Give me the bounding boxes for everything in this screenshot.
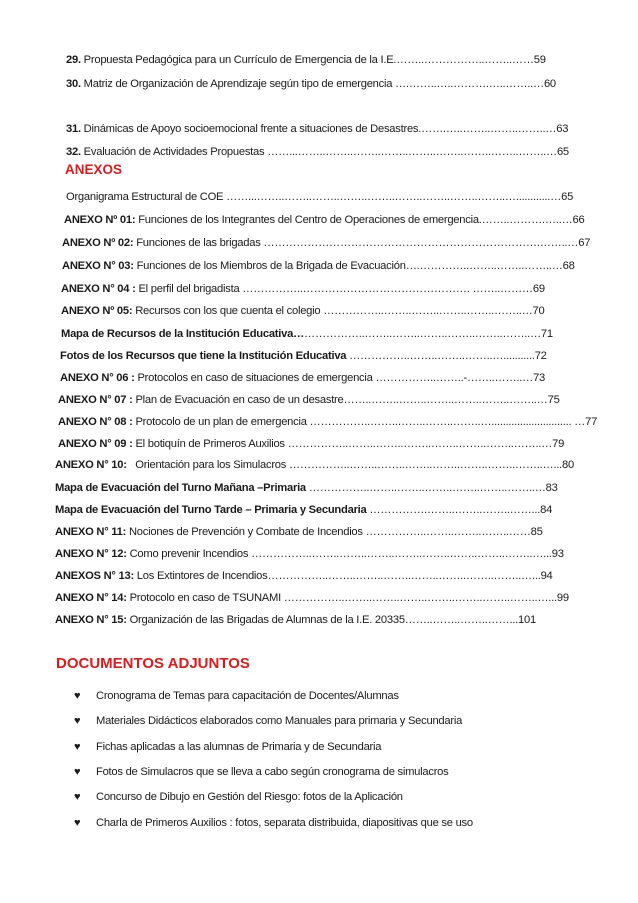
anexo-item-01[interactable]: [64, 213, 584, 227]
anexo-title: Funciones de las brigadas: [133, 237, 261, 249]
anexo-leader: ……………..……..……..……..…...........: [346, 350, 535, 362]
toc-item-title: Matriz de Organización de Aprendizaje según tipo de emergencia: [83, 78, 393, 90]
documento-text: Charla de Primeros Auxilios : fotos, separata distribuida, diapositivas que se uso: [96, 817, 473, 829]
anexo-page: 99: [556, 592, 569, 604]
anexo-item-15[interactable]: [55, 613, 536, 627]
anexo-title: Nociones de Prevención y Combate de Incendios: [126, 526, 363, 538]
anexo-item-mapa-recursos[interactable]: [61, 327, 553, 341]
anexo-leader: ……..……..……..……...: [404, 614, 519, 626]
anexo-page: 71: [540, 328, 553, 340]
anexo-label: ANEXO N° 14:: [55, 592, 127, 604]
anexo-label: Mapa de Evacuación del Turno Tarde – Primaria y Secundaria: [55, 504, 367, 516]
toc-item-page: 59: [533, 54, 546, 66]
anexo-label: ANEXO N° 15:: [55, 614, 127, 626]
anexo-leader: ……………..……..……..……..……..…............................ …: [306, 416, 586, 428]
anexo-title: Como prevenir Incendios: [126, 548, 249, 560]
anexo-page: 75: [547, 394, 560, 406]
anexo-page: 77: [585, 416, 598, 428]
anexo-label: ANEXO Nº 05:: [61, 305, 133, 317]
anexo-leader: ……...……..……..……..……..……..……..……..……..……..…............…: [223, 191, 562, 203]
documento-item: [74, 790, 403, 804]
anexo-title: Organigrama Estructural de COE: [66, 191, 224, 203]
anexos-heading: ANEXOS: [65, 162, 123, 177]
toc-item-30[interactable]: [66, 77, 556, 91]
anexo-title: Los Extintores de Incendios: [133, 570, 268, 582]
anexo-leader: ……………..……..……..……..……..……..……..……..…...: [267, 570, 541, 582]
anexo-item-04[interactable]: [61, 282, 545, 296]
toc-item-leader: …….…..……..……..……..…: [421, 123, 557, 135]
anexo-item-07[interactable]: [58, 393, 560, 407]
anexo-title: Funciones de los Integrantes del Centro de Operaciones de emergencia.: [135, 214, 482, 226]
heart-bullet-icon: ♥: [74, 817, 81, 829]
anexo-page: 66: [572, 214, 585, 226]
anexo-label: Fotos de los Recursos que tiene la Institución Educativa: [60, 350, 347, 362]
anexo-leader: …………….……..……..……..……...: [366, 504, 541, 516]
toc-item-number: 31.: [66, 123, 81, 135]
anexo-page: 85: [530, 526, 543, 538]
anexo-label: ANEXO N° 04 :: [61, 283, 136, 295]
anexo-label: ANEXO N° 08 :: [58, 416, 133, 428]
heart-bullet-icon: ♥: [74, 715, 81, 727]
anexo-item-14[interactable]: [55, 591, 569, 605]
anexo-label: ANEXO Nº 01:: [64, 214, 136, 226]
documento-text: Materiales Didácticos elaborados como Manuales para primaria y Secundaria: [96, 715, 463, 727]
anexo-label: ANEXOS N° 13:: [55, 570, 134, 582]
anexo-page: 101: [518, 614, 536, 626]
documento-item: [74, 765, 449, 779]
toc-item-page: 65: [556, 146, 569, 158]
anexo-item-fotos-recursos[interactable]: [60, 349, 547, 363]
heart-bullet-icon: ♥: [74, 741, 81, 753]
anexo-leader: ……………..……..……..……..……..……..……..……..……..…...: [248, 548, 552, 560]
anexo-title: Protocolo en caso de TSUNAMI: [126, 592, 281, 604]
anexo-leader: ……………..……..……..……..……..……..……..……..…: [284, 438, 553, 450]
anexo-item-13[interactable]: [55, 569, 553, 583]
anexo-page: 79: [552, 438, 565, 450]
anexo-item-08[interactable]: [58, 415, 597, 429]
anexo-item-mapa-tarde[interactable]: [55, 503, 552, 517]
anexo-label: ANEXO N° 11:: [55, 526, 127, 538]
anexo-leader: ……………..……..-……..……..…: [372, 372, 534, 384]
toc-item-title: Dinámicas de Apoyo socioemocional frente a situaciones de Desastres.: [83, 123, 422, 135]
heart-bullet-icon: ♥: [74, 690, 81, 702]
anexo-title: Organización de las Brigadas de Alumnas de la I.E. 20335: [126, 614, 405, 626]
anexo-title: Protocolos en caso de situaciones de emergencia: [134, 372, 373, 384]
toc-item-number: 29.: [66, 54, 81, 66]
documento-text: Concurso de Dibujo en Gestión del Riesgo: fotos de la Aplicación: [96, 791, 403, 803]
anexo-leader: ….…………..……..……..……..…: [405, 260, 563, 272]
anexo-label: Mapa de Evacuación del Turno Mañana –Primaria: [55, 482, 306, 494]
toc-item-32[interactable]: [66, 145, 569, 159]
anexo-title: Orientación para los Simulacros: [126, 459, 287, 471]
documento-item: [74, 689, 399, 703]
documento-text: Fotos de Simulacros que se lleva a cabo según cronograma de simulacros: [96, 766, 449, 778]
documento-text: Cronograma de Temas para capacitación de Docentes/Alumnas: [96, 690, 399, 702]
toc-item-leader: ……...……..……..……..……..……..……..……..……..……..…: [264, 146, 557, 158]
heart-bullet-icon: ♥: [74, 791, 81, 803]
anexo-item-11[interactable]: [55, 525, 543, 539]
anexo-label: ANEXO Nº 02:: [62, 237, 134, 249]
anexo-label: ANEXO N° 07 :: [58, 394, 133, 406]
toc-item-leader: ……..……………..……..……: [396, 54, 534, 66]
anexo-leader: ……………..……..……..……..……..……..……..……..…...: [280, 592, 557, 604]
toc-item-number: 30.: [66, 78, 81, 90]
anexo-item-06[interactable]: [60, 371, 545, 385]
anexo-page: 69: [532, 283, 545, 295]
documento-item: [74, 740, 381, 754]
toc-item-number: 32.: [66, 146, 81, 158]
documento-item: [74, 816, 473, 830]
anexo-title: El perfil del brigadista: [135, 283, 240, 295]
anexo-leader: ……………..……..……..……..……..……..……..……..…...: [286, 459, 563, 471]
toc-item-page: 60: [543, 78, 556, 90]
anexo-leader: ……..……..……..……..……..……..……..…: [343, 394, 548, 406]
documento-item: [74, 714, 462, 728]
toc-item-title: Propuesta Pedagógica para un Currículo de Emergencia de la I.E.: [83, 54, 397, 66]
anexo-leader: ………………………………………………………………….……..…: [260, 237, 579, 249]
anexo-page: 73: [533, 372, 546, 384]
anexo-item-09[interactable]: [58, 437, 564, 451]
anexo-label: ANEXO N° 06 :: [60, 372, 135, 384]
anexo-page: 93: [551, 548, 564, 560]
anexo-page: 68: [562, 260, 575, 272]
anexo-label: Mapa de Recursos de la Institución Educativa…: [61, 328, 305, 340]
anexo-leader: ……………..………………………………………. ……..………: [239, 283, 533, 295]
anexo-label: ANEXO N° 12:: [55, 548, 127, 560]
anexo-item-03[interactable]: [62, 259, 575, 273]
anexo-page: 83: [545, 482, 558, 494]
anexo-page: 70: [532, 305, 545, 317]
anexo-page: 65: [561, 191, 574, 203]
documentos-heading: DOCUMENTOS ADJUNTOS: [56, 655, 250, 672]
anexo-page: 94: [540, 570, 553, 582]
anexo-item-mapa-manana[interactable]: [55, 481, 558, 495]
anexo-item-05[interactable]: [61, 304, 544, 318]
anexo-page: 67: [578, 237, 591, 249]
toc-item-29[interactable]: [66, 53, 546, 67]
toc-item-page: 63: [556, 123, 569, 135]
anexo-page: 72: [534, 350, 547, 362]
toc-item-title: Evaluación de Actividades Propuestas: [83, 146, 265, 158]
anexo-item-organigrama[interactable]: [66, 190, 573, 204]
anexo-leader: ……………..……..……..……..……: [362, 526, 531, 538]
anexo-title: Protocolo de un plan de emergencia: [132, 416, 307, 428]
anexo-item-10[interactable]: [55, 458, 574, 472]
anexo-page: 80: [562, 459, 574, 471]
toc-item-31[interactable]: [66, 122, 568, 136]
anexo-title: Plan de Evacuación en caso de un desastre: [132, 394, 344, 406]
anexo-label: ANEXO N° 09 :: [58, 438, 133, 450]
anexo-leader: ……..……….…..…: [481, 214, 573, 226]
anexo-leader: ……………..……..……..……..……..……..……..…: [305, 482, 546, 494]
anexo-label: ANEXO N° 10:: [55, 459, 127, 471]
anexo-title: Recursos con los que cuenta el colegio: [132, 305, 321, 317]
anexo-item-12[interactable]: [55, 547, 564, 561]
anexo-leader: ……………..……..……..……..……..……..…: [320, 305, 533, 317]
anexo-item-02[interactable]: [62, 236, 590, 250]
documento-text: Fichas aplicadas a las alumnas de Primaria y de Secundaria: [96, 741, 382, 753]
heart-bullet-icon: ♥: [74, 766, 81, 778]
anexo-title: El botiquín de Primeros Auxilios: [132, 438, 285, 450]
toc-item-leader: ….……..…..……….…..……..…: [392, 78, 544, 90]
anexo-title: Funciones de los Miembros de la Brigada de Evacuación: [133, 260, 406, 272]
anexo-label: ANEXO N° 03:: [62, 260, 134, 272]
anexo-leader: ……………..……..……..……..……..……..……..…: [304, 328, 541, 340]
anexo-page: 84: [540, 504, 553, 516]
